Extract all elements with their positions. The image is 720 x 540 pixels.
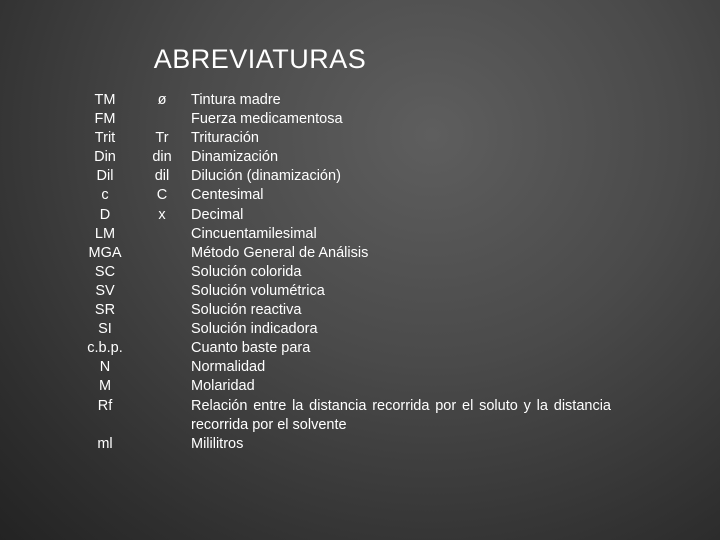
table-row (0, 358, 720, 377)
description: Fuerza medicamentosa (191, 111, 343, 128)
abbreviation: Trit (94, 130, 116, 147)
alternate-symbol: din (152, 149, 172, 166)
table-row (0, 397, 720, 435)
alternate-symbol: x (158, 206, 166, 223)
alternate-symbol: Tr (155, 130, 169, 147)
table-row (0, 320, 720, 339)
description: Trituración (191, 130, 259, 147)
table-row (0, 301, 720, 320)
description: Mililitros (191, 435, 244, 452)
table-row (0, 91, 720, 110)
description: Normalidad (191, 359, 266, 376)
abbreviation: SC (94, 263, 116, 280)
alternate-symbol: C (156, 187, 168, 204)
abbreviation: c.b.p. (87, 340, 123, 357)
description: Solución indicadora (191, 321, 318, 338)
description: Método General de Análisis (191, 244, 369, 261)
alternate-symbol: ø (157, 92, 167, 108)
abbreviation: MGA (88, 244, 122, 261)
abbreviation: Rf (97, 397, 113, 414)
description: Tintura madre (191, 92, 281, 108)
abbreviation: c (101, 187, 109, 204)
abbreviation: N (99, 359, 111, 376)
description: Dilución (dinamización) (191, 168, 341, 185)
description: Cuanto baste para (191, 340, 311, 357)
abbreviation: M (98, 378, 112, 395)
abbreviation-table (0, 91, 720, 454)
table-row (0, 282, 720, 301)
description: Decimal (191, 206, 244, 223)
abbreviation: SR (94, 302, 116, 319)
description: Relación entre la distancia recorrida por el soluto y la distancia recorrida por el solvente (191, 397, 611, 433)
description: Dinamización (191, 149, 279, 166)
abbreviation: SI (98, 321, 112, 338)
table-row (0, 206, 720, 225)
table-row (0, 263, 720, 282)
description: Cincuentamilesimal (191, 225, 317, 242)
abbreviation: FM (94, 111, 116, 128)
abbreviation: TM (94, 92, 116, 108)
description: Solución colorida (191, 263, 302, 280)
table-row (0, 435, 720, 454)
table-row (0, 167, 720, 186)
table-row (0, 225, 720, 244)
table-row (0, 186, 720, 205)
description: Centesimal (191, 187, 264, 204)
slide-title: ABREVIATURAS (153, 44, 367, 74)
table-row (0, 377, 720, 396)
description: Solución volumétrica (191, 282, 325, 299)
table-row (0, 129, 720, 148)
description: Molaridad (191, 378, 255, 395)
table-row (0, 110, 720, 129)
abbreviation: D (99, 206, 111, 223)
abbreviation: LM (94, 225, 116, 242)
description: Solución reactiva (191, 302, 302, 319)
abbreviation: Din (94, 149, 116, 166)
abbreviation: Dil (96, 168, 114, 185)
abbreviation: ml (97, 435, 113, 452)
abbreviation: SV (95, 282, 115, 299)
table-row (0, 339, 720, 358)
table-row (0, 244, 720, 263)
table-row (0, 148, 720, 167)
alternate-symbol: dil (154, 168, 170, 185)
